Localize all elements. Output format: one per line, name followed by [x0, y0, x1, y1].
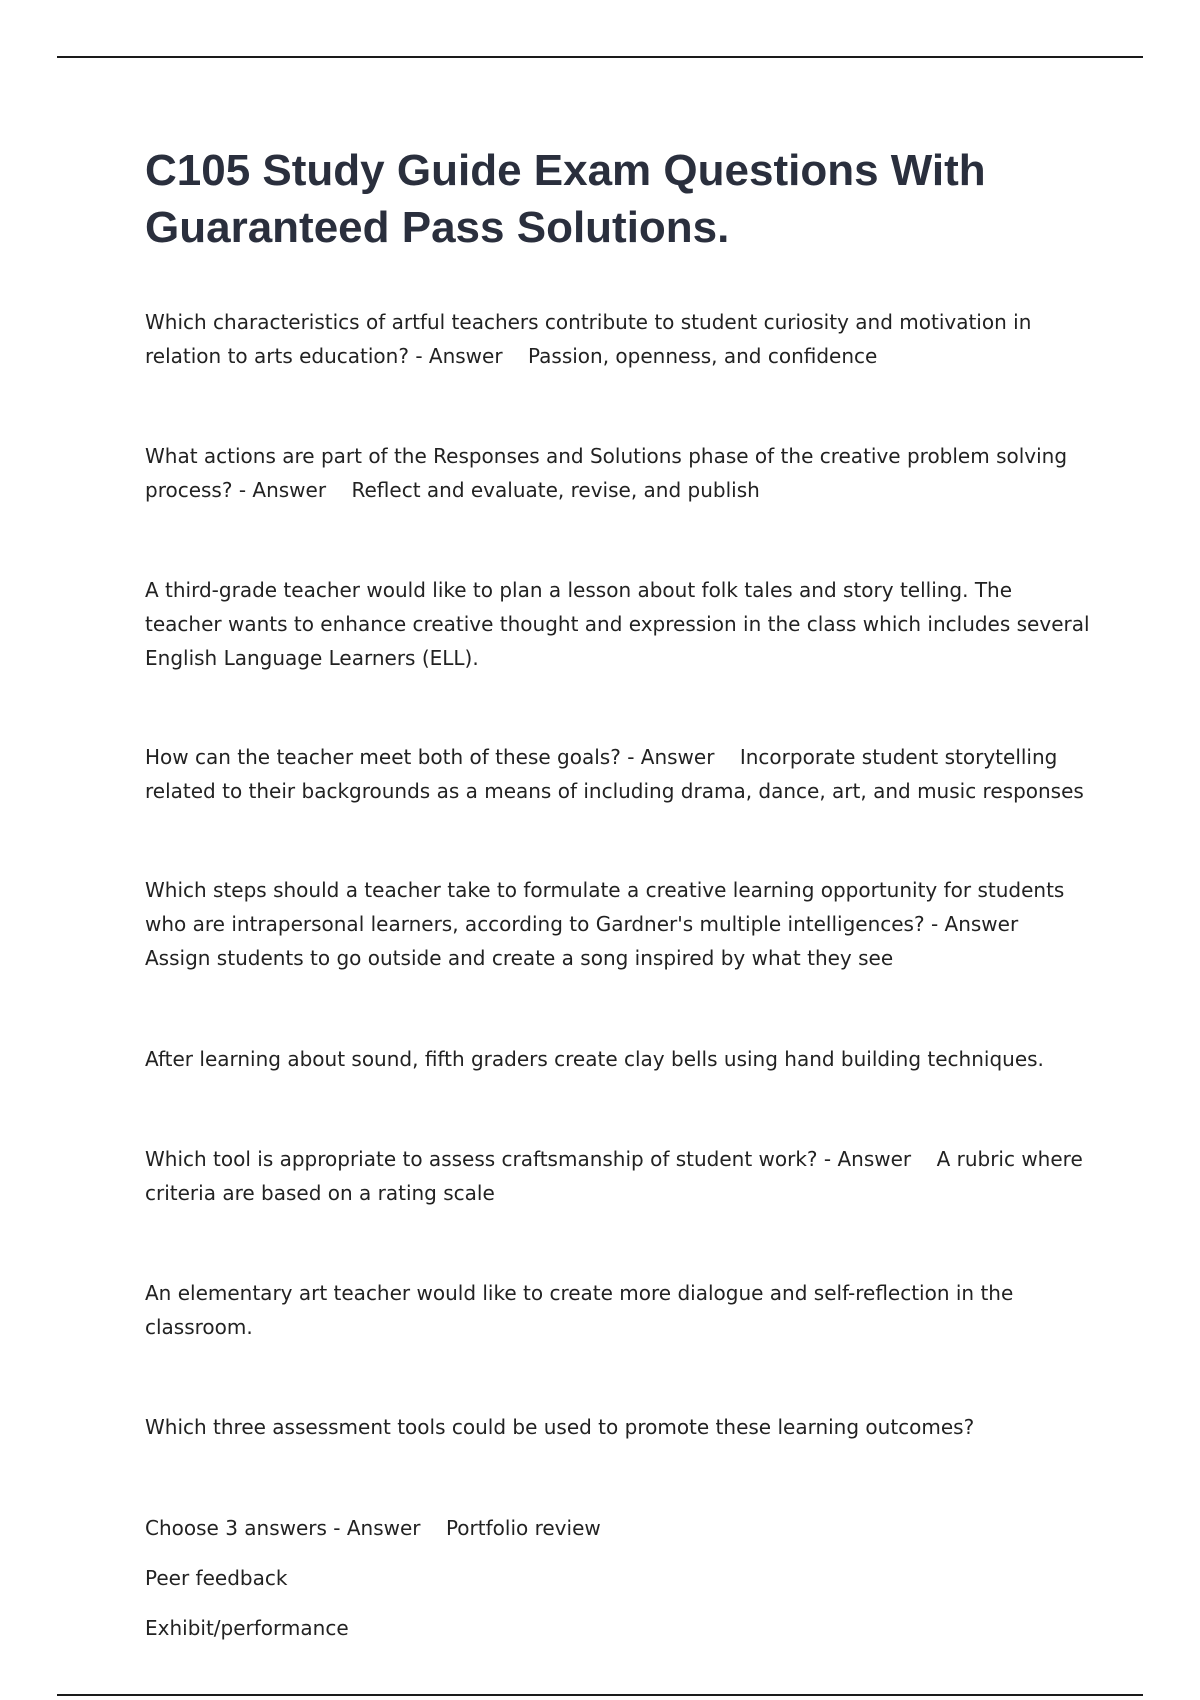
paragraph: Choose 3 answers - Answer Portfolio review: [145, 1516, 601, 1540]
paragraph: Which tool is appropriate to assess craftsmanship of student work? - Answer A rubric where criteria are based on a rating scale: [145, 1147, 1090, 1205]
paragraph: A third-grade teacher would like to plan a lesson about folk tales and story telling. The teacher wants to enhance creative thought and expression in the class which includes several English Language Learners (ELL).: [145, 578, 1096, 670]
document-title: C105 Study Guide Exam Questions With Guaranteed Pass Solutions.: [145, 146, 986, 252]
bottom-rule: [57, 1694, 1143, 1696]
paragraph: Peer feedback: [145, 1566, 288, 1590]
paragraph: Exhibit/performance: [145, 1616, 349, 1640]
paragraph: After learning about sound, fifth graders create clay bells using hand building techniques.: [145, 1047, 1044, 1071]
paragraph: How can the teacher meet both of these goals? - Answer Incorporate student storytelling related to their backgrounds as a means of including drama, dance, art, and music responses: [145, 745, 1084, 803]
top-rule: [57, 56, 1143, 58]
paragraph: Which three assessment tools could be used to promote these learning outcomes?: [145, 1415, 975, 1439]
paragraph: An elementary art teacher would like to create more dialogue and self-reflection in the classroom.: [145, 1281, 1020, 1339]
paragraph: What actions are part of the Responses and Solutions phase of the creative problem solving process? - Answer Reflect and evaluate, revise, and publish: [145, 444, 1074, 502]
paragraph: Which characteristics of artful teachers contribute to student curiosity and motivation in relation to arts education? - Answer Passion, openness, and confidence: [145, 310, 1038, 368]
paragraph: Which steps should a teacher take to formulate a creative learning opportunity for students who are intrapersonal learners, according to Gardner's multiple intelligences? - Answer Assign students to go outside and create a song inspired by what they see: [145, 878, 1071, 970]
